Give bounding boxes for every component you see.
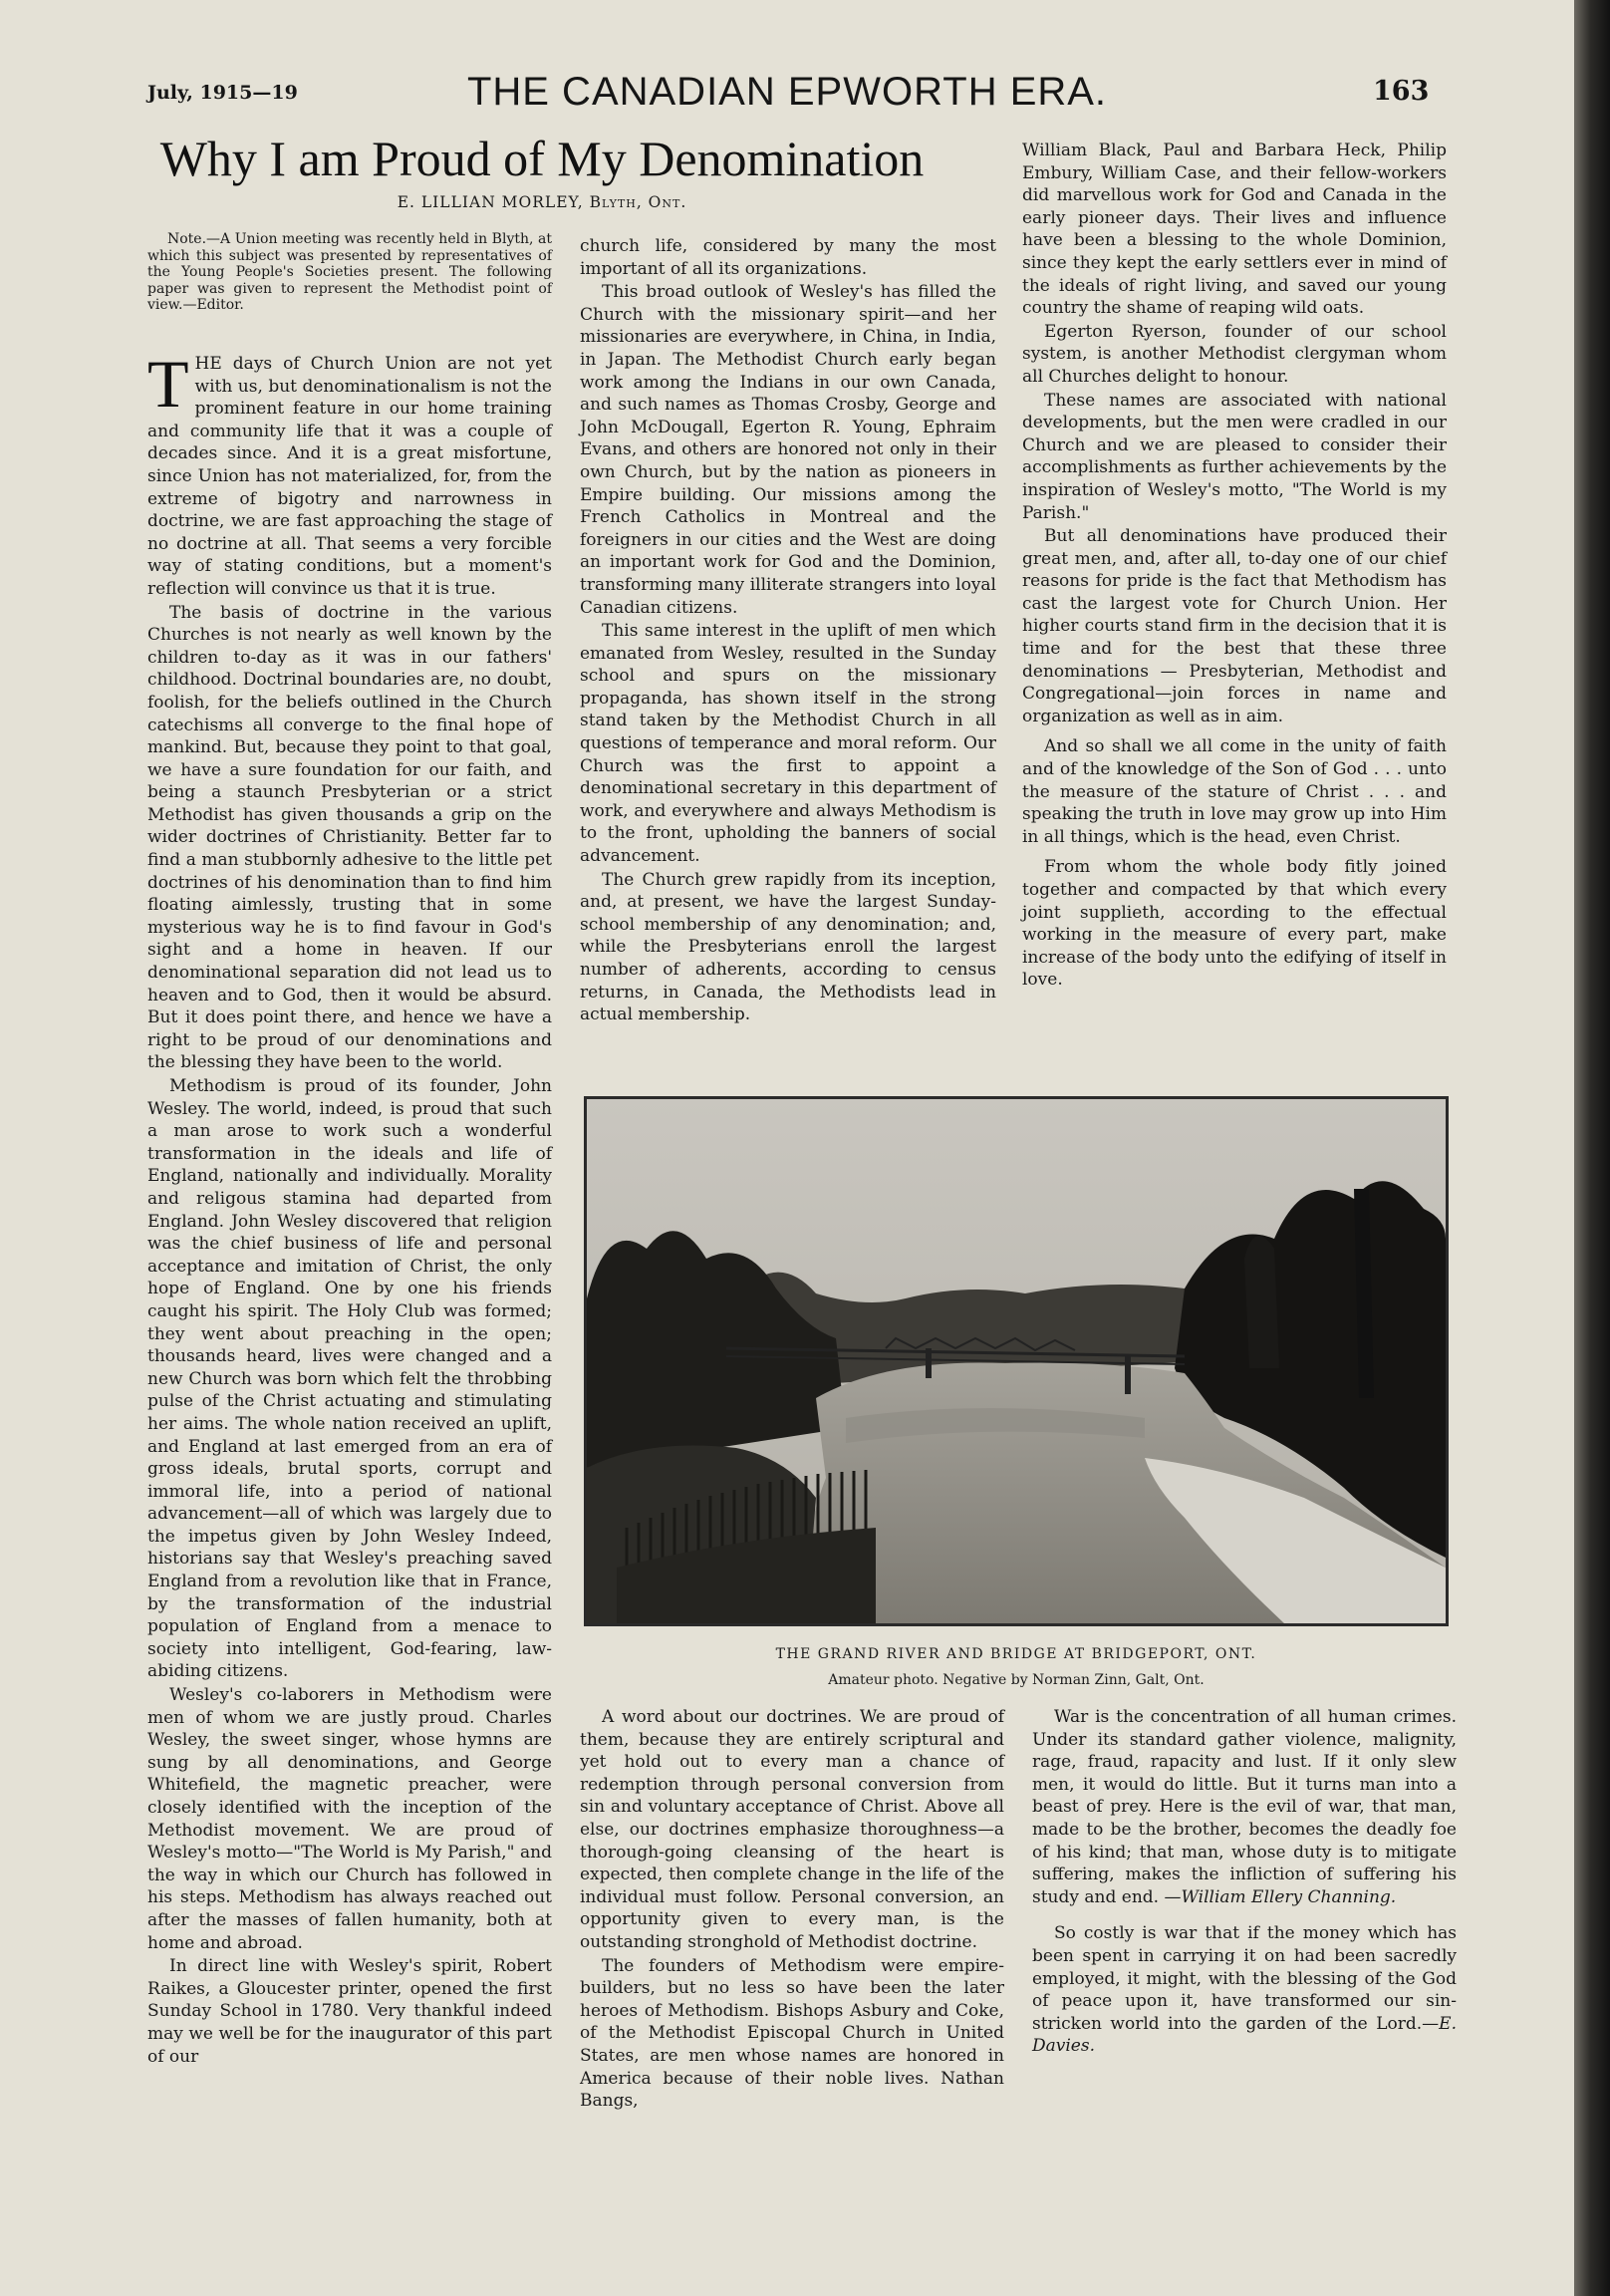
article-paragraph: This broad outlook of Wesley's has filled the Church with the missionary spirit—and her missionaries are everywhere, in China, in India, in Japan. The Methodist Church early began work among the Indians in our own Canada, and such names as Thomas Crosby, George and John McDougall, Egerton R. Young, Ephraim Evans, and others are honored not only in their own Church, but by the nation as pioneers in Empire building. Our missions among the French Catholics in Montreal and the foreigners in our cities and the West are doing an important work for God and the Dominion, transforming many illiterate strangers into loyal Canadian citizens. [580,282,996,618]
article-title: Why I am Proud of My Denomination [159,131,925,186]
war-quote-channing: War is the concentration of all human crimes. Under its standard gather violence, malignity, rage, fraud, rapacity and lust. If it only slew men, it would do little. But it turns man into a beast of prey. Here is the evil of war, that man, made to be the brother, becomes the deadly foe of his kind; that man, whose duty is to mitigate suffering, makes the infliction of suffering his study and end. —William Ellery Channing. [1032,1707,1457,1907]
author-location: Blyth, Ont. [589,193,687,211]
photo-illustration [587,1099,1446,1623]
article-paragraph: Wesley's co-laborers in Methodism were men of whom we are justly proud. Charles Wesley, the sweet singer, whose hymns are sung by all denominations, and George Whitefield, the magnetic preacher, were closely identified with the inception of the Methodist movement. We are proud of Wesley's motto—"The World is My Parish," and the way in which our Church has followed in his steps. Methodism has always reached out after the masses of fallen humanity, both at home and abroad. [147,1685,552,1953]
photo-credit: Amateur photo. Negative by Norman Zinn, Galt, Ont. [828,1672,1205,1688]
quote-attribution: —William Ellery Channing. [1164,1886,1397,1907]
article-paragraph: The founders of Methodism were empire-builders, but no less so have been the later heroes of Methodism. Bishops Asbury and Coke, of the Methodist Episcopal Church in United States, are men whose names are honored in America because of their noble lives. Nathan Bangs, [580,1955,1004,2112]
article-paragraph: The basis of doctrine in the various Churches is not nearly as well known by the children to-day as it was in our fathers' childhood. Doctrinal boundaries are, no doubt, foolish, for the beliefs outlined in the Church catechisms all converge to the final hope of mankind. But, because they point to that goal, we have a sure foundation for our faith, and being a staunch Presbyterian or a strict Methodist has given thousands a grip on the wider doctrines of Christianity. Better far to find a man stubbornly adhesive to the little pet doctrines of his denomination than to find him floating aimlessly, trusting that in some mysterious way he is to find favour in God's sight and a home in heaven. If our denominational separation did not lead us to heaven and to God, then it would be absurd. But it does point there, and hence we have a right to be proud of our denominations and the blessing they have been to the world. [147,602,552,1073]
article-byline [143,193,940,211]
article-paragraph: This same interest in the uplift of men which emanated from Wesley, resulted in the Sunday school and spurs on the missionary propaganda, has shown itself in the strong stand taken by the Methodist Church in all questions of temperance and moral reform. Our Church was the first to appoint a denominational secretary in this department of work, and everywhere and always Methodism is to the front, upholding the banners of social advancement. [580,621,996,867]
article-paragraph: But all denominations have produced their great men, and, after all, to-day one of our chief reasons for pride is the fact that Methodism has cast the largest vote for Church Union. Her higher courts stand firm in the decision that it is time and for the best that these three denominations — Presbyterian, Methodist and Congregational—join forces in name and organization as well as in aim. [1022,526,1447,726]
editor-note: Note.—A Union meeting was recently held in Blyth, at which this subject was presented by representatives of the Young People's Societies present. The following paper was given to represent the Methodist point of view.—Editor. [147,231,552,313]
issue-date: July, 1915—19 [147,82,298,104]
river-bridge-photo [584,1096,1449,1626]
article-column-2 [580,235,996,1062]
article-paragraph: These names are associated with national developments, but the men were cradled in our Church and we are pleased to consider their accomplishments as further achievements by the inspiration of Wesley's motto, "The World is my Parish." [1022,390,1447,523]
article-paragraph: And so shall we all come in the unity of faith and of the knowledge of the Son of God . . . unto the measure of the stature of Christ . . . and speaking the truth in love may grow up into Him in all things, which is the head, even Christ. [1022,736,1447,847]
article-paragraph: Egerton Ryerson, founder of our school system, is another Methodist clergyman whom all Churches delight to honour. [1022,321,1447,387]
article-paragraph: church life, considered by many the most important of all its organizations. [580,236,996,279]
photo-caption: THE GRAND RIVER AND BRIDGE AT BRIDGEPORT, ONT. [775,1646,1257,1662]
article-paragraph: THE days of Church Union are not yet with us, but denominationalism is not the prominent feature in our home training and community life that it was a couple of decades since. And it is a great misfortune, since Union has not materialized, for, from the extreme of bigotry and narrowness in doctrine, we are fast approaching the stage of no doctrine at all. That seems a very forcible way of stating conditions, but a moment's reflection will convince us that it is true. [147,346,552,599]
quotes-column [1032,1706,1457,2164]
article-column-4 [580,1706,1004,2164]
article-paragraph: From whom the whole body fitly joined together and compacted by that which every joint supplieth, according to the effectual working in the measure of every part, make increase of the body unto the edifying of itself in love. [1022,857,1447,991]
article-paragraph: Methodism is proud of its founder, John Wesley. The world, indeed, is proud that such a man arose to work such a wonderful transformation in the ideals and life of England, nationally and individually. Morality and religous stamina had departed from England. John Wesley discovered that religion was the chief business of life and personal acceptance and imitation of Christ, the only hope of England. One by one his friends caught his spirit. The Holy Club was formed; they went about preaching in the open; thousands heard, lives were changed and a new Church was born which felt the throbbing pulse of the Christ actuating and stimulating her aims. The whole nation received an uplift, and England at last emerged from an era of gross ideals, brutal sports, corrupt and immoral life, into a period of national advancement—all of which was largely due to the impetus given by John Wesley Indeed, historians say that Wesley's preaching saved England from a revolution like that in France, by the transformation of the industrial population of England from a menace to society into intelligent, God-fearing, law-abiding citizens. [147,1076,552,1682]
article-paragraph: The Church grew rapidly from its inception, and, at present, we have the largest Sunday-school membership of any denomination; and, while the Presbyterians enroll the largest number of adherents, according to census returns, in Canada, the Methodists lead in actual membership. [580,869,996,1025]
war-quote-davies: So costly is war that if the money which has been spent in carrying it on had been sacredly employed, it might, with the blessing of the God of peace upon it, have transformed our sin-stricken world into the garden of the Lord.—E. Davies. [1032,1923,1457,2057]
author-name: E. LILLIAN MORLEY, [397,193,584,211]
binding-edge [1574,0,1610,2296]
quote-attribution: —E. Davies. [1032,2013,1457,2057]
article-paragraph: William Black, Paul and Barbara Heck, Philip Embury, William Case, and their fellow-workers did marvellous work for God and Canada in the early pioneer days. Their lives and influence have been a blessing to the whole Dominion, since they kept the early settlers ever in mind of the ideals of right living, and saved our young country the shame of reaping wild oats. [1022,141,1447,319]
publication-title: THE CANADIAN EPWORTH ERA. [466,70,1108,114]
article-paragraph: In direct line with Wesley's spirit, Robert Raikes, a Gloucester printer, opened the first Sunday School in 1780. Very thankful indeed may we well be for the inaugurator of this part of our [147,1956,552,2067]
drop-cap: T [147,346,189,422]
page-number: 163 [1373,76,1430,107]
article-paragraph: A word about our doctrines. We are proud of them, because they are entirely scriptural and yet hold out to every man a chance of redemption through personal conversion from sin and voluntary acceptance of Christ. Above all else, our doctrines emphasize thoroughness—a thorough-going cleansing of the heart is expected, then complete change in the life of the individual must follow. Personal conversion, an opportunity given to every man, is the outstanding stronghold of Methodist doctrine. [580,1707,1004,1952]
article-column-1 [147,346,552,2147]
article-column-3 [1022,140,1447,1076]
